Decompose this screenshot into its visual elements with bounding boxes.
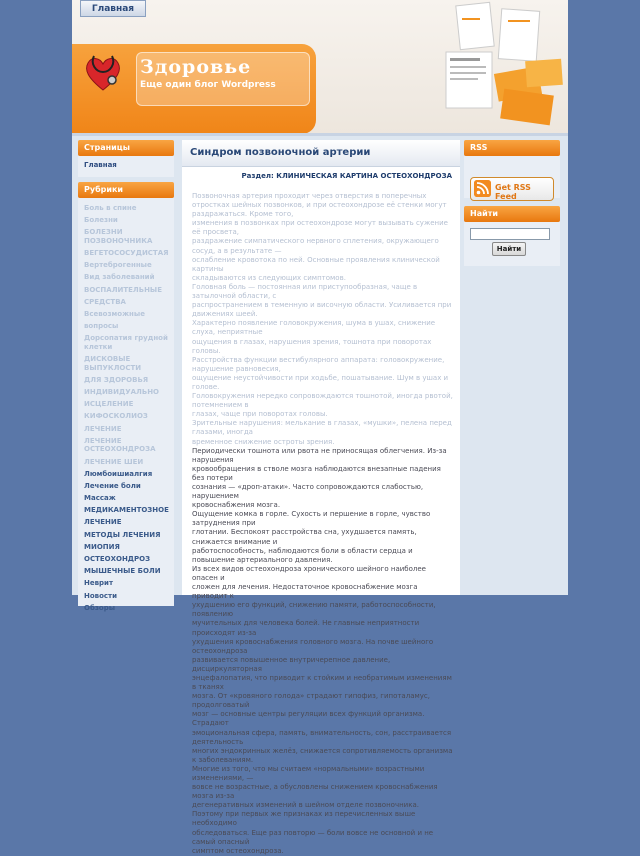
post-paragraph-line: Головная боль — постоянная или приступообразная, чаще в затылочной области, с [192,282,418,301]
rss-feed-button[interactable] [470,177,554,201]
page-wrapper [72,0,568,855]
post-paragraph-line: Расстройства функции вестибулярного аппарата: головокружение, нарушение равновесия, [192,355,445,373]
post-paragraph-line: Из всех видов остеохондроза хронического шейного наиболее опасен и [192,564,426,582]
category-link[interactable]: Неврит [84,579,114,588]
post-paragraph-line: ослабление кровотока по ней. Основные проявления клинической картины [192,255,440,273]
site-title[interactable]: Здоровье [140,56,252,78]
search-button[interactable]: Найти [492,242,526,256]
pages-link-home[interactable]: Главная [84,161,117,169]
post-meta-label: Раздел: [241,172,274,180]
category-link[interactable]: Массаж [84,494,116,503]
category-link[interactable]: ЛЕЧЕНИЕ ШЕИ [84,457,144,466]
post-paragraph-line: Головокружения нередко сопровождаются тошнотой, иногда рвотой, потемнением в [192,392,453,410]
post-paragraph-line: сложен для лечения. Недостаточное кровоснабжение мозга приводит к [192,583,418,601]
category-link[interactable]: ВЕГЕТОСОСУДИСТАЯ [84,248,169,257]
right-sidebar [464,140,560,340]
category-link[interactable]: МЫШЕЧНЫЕ БОЛИ [84,567,161,576]
post-paragraph-line: развивается повышенное внутричерепное давление, дисциркуляторная [192,655,391,673]
search-widget [464,222,560,266]
post-paragraph-line: Ощущение комка в горле. Сухость и першение в горле, чувство затруднения при [192,510,431,528]
nav-home-tab[interactable]: Главная [80,0,146,17]
post-paragraph-line: ухудшению его функций, снижению памяти, работоспособности, появлению [192,601,436,619]
post-paragraph-line: эмоциональная сфера, память, внимательность, сон, расстраивается деятельность [192,728,452,746]
category-link[interactable]: Вертеброгенные [84,261,152,270]
search-input[interactable] [470,228,550,240]
post-paragraph-line: Периодически тошнота или рвота не приносящая облегчения. Из-за нарушения [192,446,447,464]
post-body [192,192,454,856]
rss-icon [474,180,491,197]
category-link[interactable]: ИНДИВИДУАЛЬНО [84,388,160,397]
category-link[interactable]: МЕДИКАМЕНТОЗНОЕ [84,506,169,515]
post-paragraph-line: временное снижение остроты зрения. [192,437,335,446]
category-link[interactable]: БОЛЕЗНИ ПОЗВОНОЧНИКА [84,228,153,245]
post-paragraph-line: ухудшения кровоснабжения головного мозга. На почве шейного остеохондроза [192,637,434,655]
post-paragraph-line: обследоваться. Еще раз повторю — боли вовсе не основной и не самый опасный [192,828,434,846]
rss-widget [464,156,560,201]
rss-button-label: Get RSS Feed [495,183,531,201]
post-paragraph-line: Позвоночная артерия проходит через отверстия в поперечных отростках шейных позвонков, и при остеохондрозе её стенки могут раздражаться. Кроме того, [192,192,447,219]
post-paragraph-line: изменения в позвонках при остеохондрозе могут вызывать сужение её просвета, [192,219,448,237]
category-link[interactable]: ИСЦЕЛЕНИЕ [84,400,134,409]
category-link[interactable]: Вид заболеваний [84,273,155,282]
post-paragraph-line: ощущения в глазах, нарушения зрения, тошнота при поворотах головы. [192,337,432,355]
post-paragraph-line: глотании. Беспокоят расстройства сна, ухудшается память, снижается внимание и [192,528,417,546]
category-link[interactable]: ДИСКОВЫЕ ВЫПУКЛОСТИ [84,355,142,372]
post-paragraph-line: Поэтому при первых же признаках из перечисленных выше необходимо [192,810,416,828]
post-title-bar [182,140,460,167]
category-link[interactable]: МИОПИЯ [84,542,120,551]
category-link[interactable]: Дорсопатия грудной клетки [84,334,168,351]
post-paragraph-line: глазах, чаще при поворотах головы. [192,410,328,419]
post-paragraph-line: Зрительные нарушения: мелькание в глазах, «мушки», пелена перед глазами, иногда [192,419,452,437]
category-link[interactable]: ЛЕЧЕНИЕ [84,518,122,527]
post-paragraph-line: мозга. От «кровяного голода» страдают гипофиз, гипоталамус, продолговатый [192,692,430,710]
header-divider [72,133,568,136]
category-link[interactable]: Лечение боли [84,481,141,490]
site-subtitle: Еще один блог Wordpress [140,80,276,90]
post-content [182,140,460,855]
heart-stethoscope-icon [80,50,126,96]
post-paragraph-line: кровообращения в стволе мозга наблюдаются внезапные падения без потери [192,464,441,482]
rss-widget-title: RSS [464,140,560,156]
documents-illustration [442,0,568,136]
post-meta [242,172,452,180]
pages-widget-title: Страницы [78,140,174,156]
post-paragraph-line: энцефалопатия, что приводит к стойким и необратимым изменениям в тканях [192,673,452,692]
categories-widget-title: Рубрики [78,182,174,198]
category-link[interactable]: КИФОСКОЛИОЗ [84,412,148,421]
site-header [72,0,568,136]
category-link[interactable]: Всевозможные [84,309,145,318]
category-link[interactable]: Люмбоишиалгия [84,469,153,478]
post-paragraph-line: раздражение симпатического нервного сплетения, окружающего сосуд, а в результате — [192,237,439,255]
post-paragraph-line: Многие из того, что мы считаем «нормальными» возрастными изменениями, — [192,764,425,782]
post-category-link[interactable]: КЛИНИЧЕСКАЯ КАРТИНА ОСТЕОХОНДРОЗА [276,172,452,180]
category-link[interactable]: МЕТОДЫ ЛЕЧЕНИЯ [84,530,161,539]
post-paragraph-line: ощущение неустойчивости при ходьбе, пошатывание. Шум в ушах и голове. [192,373,449,391]
post-paragraph-line: симптом остеохондроза. [192,846,284,855]
post-title[interactable]: Синдром позвоночной артерии [190,147,371,158]
post-paragraph-line: сознания — «дроп-атаки». Часто сопровождаются слабостью, нарушением [192,483,424,501]
categories-widget [78,198,174,612]
post-paragraph-line: мучительных для человека болей. Не главные неприятности происходят из-за [192,619,420,637]
category-link[interactable]: ЛЕЧЕНИЕ ОСТЕОХОНДРОЗА [84,436,156,454]
pages-widget [78,156,174,177]
post-paragraph-line: Характерно появление головокружения, шума в ушах, снижение слуха, неприятные [192,319,436,337]
category-link[interactable]: Новости [84,591,118,600]
left-sidebar [78,140,174,612]
category-link[interactable]: ВОСПАЛИТЕЛЬНЫЕ [84,285,162,294]
category-link[interactable]: Боль в спине [84,203,137,212]
post-paragraph-line: мозг — основные центры регуляции всех функций организма. Страдают [192,710,425,728]
search-widget-title: Найти [464,206,560,222]
post-paragraph-line: кровоснабжения мозга. [192,501,281,510]
post-paragraph-line: работоспособность, наблюдаются боли в области сердца и повышение артериального давления. [192,546,413,564]
post-paragraph-line: дегенеративных изменений в шейном отделе позвоночника. [192,801,419,810]
post-paragraph-line: распространением в теменную и височную области. Усиливается при движениях шеей. [192,301,452,319]
category-link[interactable]: ОСТЕОХОНДРОЗ [84,555,151,564]
category-link[interactable]: Обзоры [84,603,116,612]
category-link[interactable]: ДЛЯ ЗДОРОВЬЯ [84,375,149,384]
category-link[interactable]: Болезни [84,215,118,224]
post-paragraph-line: многих эндокринных желёз, снижается сопротивляемость организма к заболеваниям. [192,746,453,764]
post-paragraph-line: вовсе не возрастные, а обусловлены снижением кровоснабжения мозга из-за [192,783,438,801]
category-link[interactable]: вопросы [84,322,119,331]
category-link[interactable]: ЛЕЧЕНИЕ [84,424,122,433]
post-paragraph-line: складываются из следующих симптомов. [192,273,346,282]
category-link[interactable]: СРЕДСТВА [84,297,126,306]
